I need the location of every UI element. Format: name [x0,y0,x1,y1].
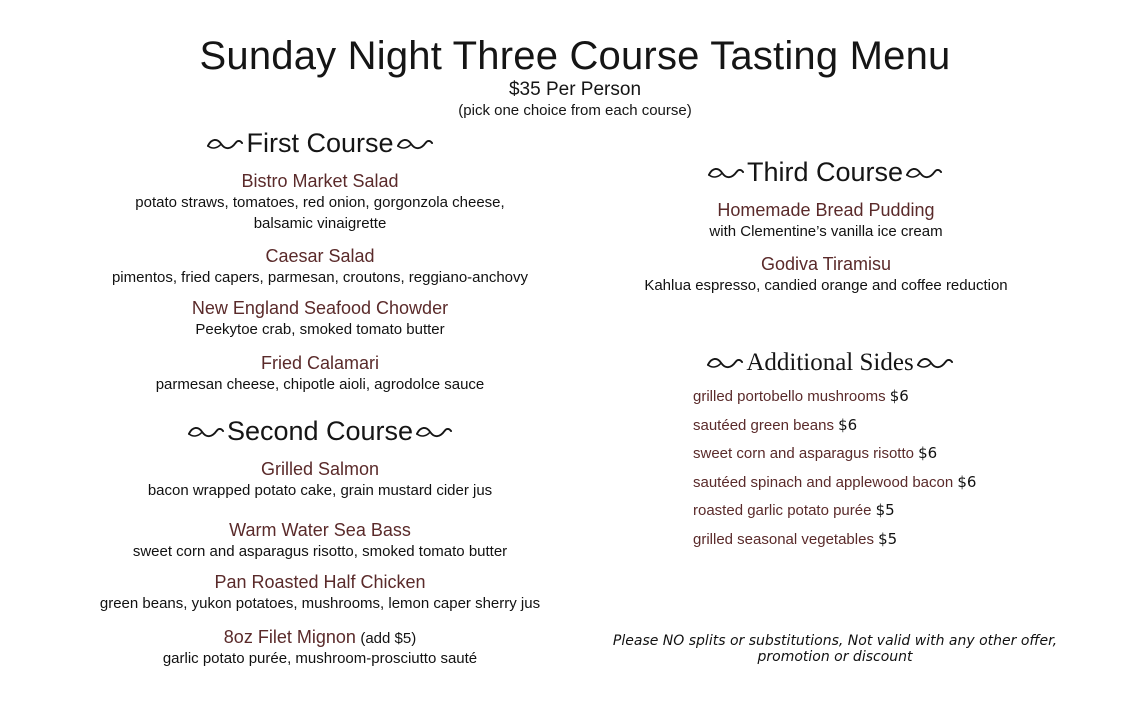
side-item [693,444,937,462]
flourish-left-icon [206,135,244,153]
side-name: grilled portobello mushrooms [693,388,886,405]
item-desc: green beans, yukon potatoes, mushrooms, lemon caper sherry jus [99,595,541,612]
item-name: Pan Roasted Half Chicken [214,572,426,592]
side-price: $6 [889,387,909,405]
item-desc: potato straws, tomatoes, red onion, gorgonzola cheese, [135,194,505,211]
side-name: grilled seasonal vegetables [693,531,874,548]
additional-sides-heading [640,349,1020,377]
third-course-item [600,254,1052,296]
menu-instructions: (pick one choice from each course) [458,102,692,119]
flourish-right-icon [396,135,434,153]
flourish-left-icon [707,164,745,182]
first-course-item [20,298,620,340]
item-desc: garlic potato purée, mushroom-prosciutto sauté [162,650,478,667]
item-name: 8oz Filet Mignon [223,627,356,647]
disclaimer-line: Please NO splits or substitutions, Not valid with any other offer, [612,633,1058,649]
side-item [693,416,857,434]
item-name: Fried Calamari [260,353,380,373]
item-desc: with Clementine’s vanilla ice cream [709,223,943,240]
item-name: New England Seafood Chowder [191,298,449,318]
item-name: Caesar Salad [265,246,375,266]
first-course-heading [140,128,500,159]
second-course-item [20,627,620,669]
item-desc: Peekytoe crab, smoked tomato butter [195,321,445,338]
side-item [693,387,909,405]
flourish-right-icon [916,354,954,372]
side-item [693,473,976,491]
menu-price: $35 Per Person [508,79,642,100]
item-desc: bacon wrapped potato cake, grain mustard cider jus [147,482,493,499]
item-desc: balsamic vinaigrette [253,215,387,232]
item-desc: pimentos, fried capers, parmesan, croutons, reggiano-anchovy [111,269,529,286]
second-course-item [20,520,620,562]
second-course-heading [130,416,510,447]
third-course-item [600,200,1052,242]
second-course-item [20,572,620,614]
disclaimer-note [560,633,1110,665]
second-course-title: Second Course [226,416,414,446]
flourish-left-icon [187,423,225,441]
item-desc: sweet corn and asparagus risotto, smoked tomato butter [132,543,508,560]
first-course-item [20,353,620,395]
first-course-item [20,171,620,234]
side-item [693,501,895,519]
item-name: Homemade Bread Pudding [717,200,935,220]
item-name: Bistro Market Salad [241,171,399,191]
side-price: $6 [918,444,938,462]
additional-sides-title: Additional Sides [746,349,914,376]
third-course-heading [640,157,1010,188]
item-name: Warm Water Sea Bass [229,520,411,540]
item-desc: parmesan cheese, chipotle aioli, agrodolce sauce [155,376,485,393]
second-course-item [20,459,620,501]
first-course-item [20,246,620,288]
side-name: sautéed spinach and applewood bacon [693,474,954,491]
side-name: sautéed green beans [693,417,834,434]
side-name: sweet corn and asparagus risotto [693,445,914,462]
item-addon-price: (add $5) [360,630,417,647]
side-price: $6 [838,416,858,434]
side-name: roasted garlic potato purée [693,502,872,519]
flourish-left-icon [706,354,744,372]
flourish-right-icon [905,164,943,182]
side-price: $5 [878,530,898,548]
side-price: $6 [957,473,977,491]
flourish-right-icon [415,423,453,441]
item-name: Godiva Tiramisu [760,254,892,274]
item-desc: Kahlua espresso, candied orange and coffee reduction [644,277,1008,294]
menu-title: Sunday Night Three Course Tasting Menu [199,34,951,78]
third-course-title: Third Course [746,157,904,187]
side-item [693,530,897,548]
item-name: Grilled Salmon [260,459,380,479]
side-price: $5 [875,501,895,519]
first-course-title: First Course [246,128,394,158]
disclaimer-line: promotion or discount [757,649,913,665]
